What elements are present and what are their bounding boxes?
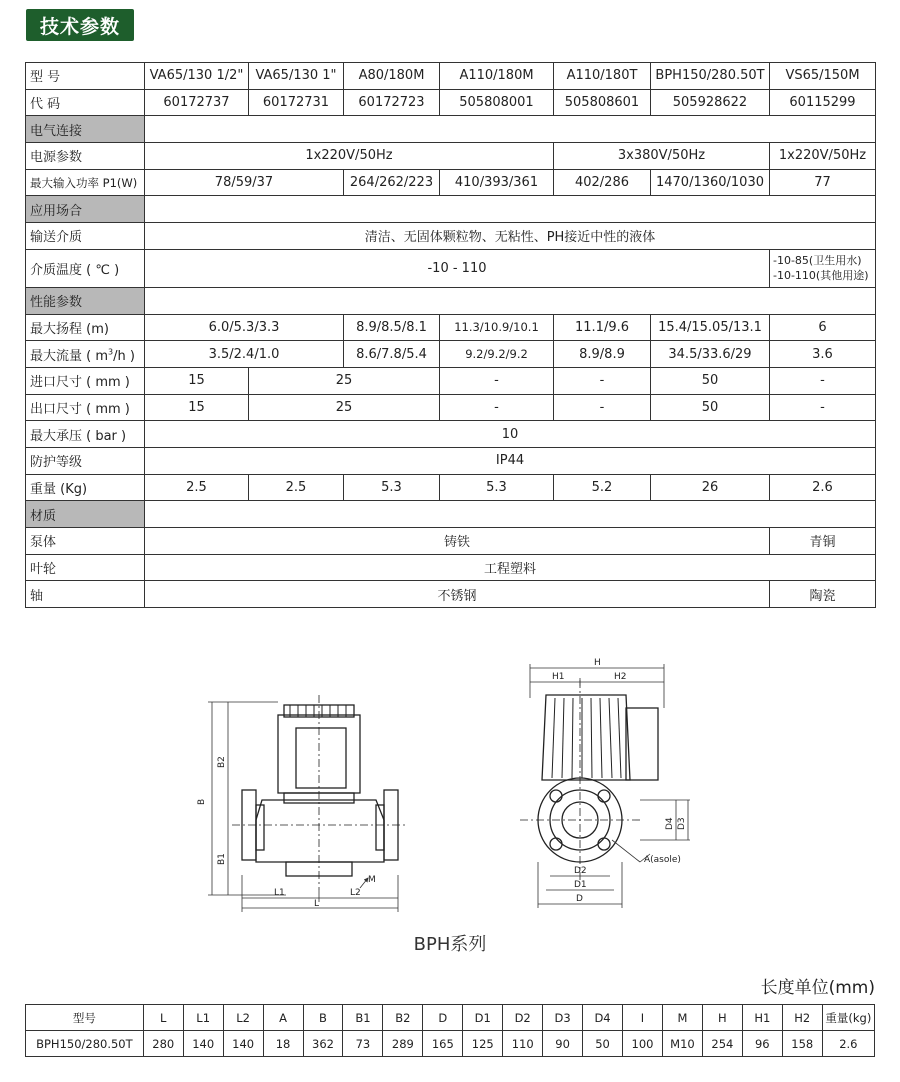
column-header: H1: [742, 1005, 782, 1031]
row-label: [26, 341, 145, 368]
bolt-hole: [598, 790, 610, 802]
column-header: L1: [183, 1005, 223, 1031]
table-header-row: [26, 1005, 875, 1031]
cell: -: [440, 367, 554, 394]
row-label: 最大扬程 (m): [26, 314, 145, 341]
terminal-box: [296, 728, 346, 788]
side-dimensions: [530, 664, 690, 908]
dim-label: B: [197, 798, 207, 805]
front-dimension-labels: [197, 756, 376, 909]
cell: 5.3: [440, 474, 554, 501]
cell: A110/180M: [440, 63, 554, 90]
cell: 78/59/37: [145, 169, 344, 196]
table-row: [26, 249, 876, 287]
row-label: 轴: [26, 581, 145, 608]
row-label: 代 码: [26, 89, 145, 116]
cell: 110: [503, 1031, 543, 1057]
table-row: [26, 581, 876, 608]
pump-technical-drawing: [0, 640, 900, 940]
bolt-hole: [550, 790, 562, 802]
dim-label: D: [576, 894, 583, 904]
table-row: [26, 143, 876, 170]
cell: 96: [742, 1031, 782, 1057]
unit-label: 长度单位(mm): [760, 978, 875, 998]
cell: -: [440, 394, 554, 421]
row-label: 最大输入功率 P1(W): [26, 169, 145, 196]
cell: 8.9/8.9: [554, 341, 651, 368]
cell: BPH150/280.50T: [26, 1031, 144, 1057]
group-header: 性能参数: [26, 287, 145, 314]
group-header-row: [26, 196, 876, 223]
cell: 362: [303, 1031, 343, 1057]
cell: 100: [623, 1031, 663, 1057]
cell: 264/262/223: [344, 169, 440, 196]
cell: 8.6/7.8/5.4: [344, 341, 440, 368]
cell: -: [554, 394, 651, 421]
column-header: D3: [543, 1005, 583, 1031]
cell: 25: [249, 367, 440, 394]
column-header: B1: [343, 1005, 383, 1031]
row-label: 型 号: [26, 63, 145, 90]
row-label: 进口尺寸 ( mm ): [26, 367, 145, 394]
cell: 2.5: [145, 474, 249, 501]
cell: 18: [263, 1031, 303, 1057]
cell: 11.1/9.6: [554, 314, 651, 341]
column-header: 型号: [26, 1005, 144, 1031]
table-row: [26, 89, 876, 116]
column-header: B2: [383, 1005, 423, 1031]
cell: 1470/1360/1030: [651, 169, 770, 196]
group-header-row: [26, 287, 876, 314]
cell: 505808001: [440, 89, 554, 116]
column-header: D4: [583, 1005, 623, 1031]
dim-label: D2: [574, 866, 587, 876]
group-header: 应用场合: [26, 196, 145, 223]
cell: 6: [770, 314, 876, 341]
cell: 60172723: [344, 89, 440, 116]
pipe-left: [256, 805, 264, 850]
cell: VS65/150M: [770, 63, 876, 90]
cell: [145, 116, 876, 143]
column-header: L2: [223, 1005, 263, 1031]
cell: 90: [543, 1031, 583, 1057]
column-header: H: [702, 1005, 742, 1031]
bolt-hole: [550, 838, 562, 850]
column-header: D1: [463, 1005, 503, 1031]
table-row: [26, 554, 876, 581]
cell: 1x220V/50Hz: [770, 143, 876, 170]
side-terminal-box: [626, 708, 658, 780]
dim-label: H1: [552, 672, 565, 682]
cell: 26: [651, 474, 770, 501]
group-header: 电气连接: [26, 116, 145, 143]
cell: -10 - 110: [145, 249, 770, 287]
series-label: BPH系列: [413, 934, 487, 955]
cell: 280: [143, 1031, 183, 1057]
pump-front-view: [232, 695, 408, 890]
column-header: L: [143, 1005, 183, 1031]
group-header-row: [26, 116, 876, 143]
flow-label-unit: /h ): [113, 348, 135, 364]
cell: 140: [183, 1031, 223, 1057]
cell: 陶瓷: [770, 581, 876, 608]
column-header: B: [303, 1005, 343, 1031]
bolt-hole: [598, 838, 610, 850]
cell: [145, 287, 876, 314]
dim-label: B1: [217, 853, 227, 865]
row-label: 泵体: [26, 528, 145, 555]
cell: IP44: [145, 447, 876, 474]
cell: 2.6: [770, 474, 876, 501]
cell: 50: [651, 394, 770, 421]
cell: VA65/130 1": [249, 63, 344, 90]
cell: 3.6: [770, 341, 876, 368]
cell: 505928622: [651, 89, 770, 116]
cell: 8.9/8.5/8.1: [344, 314, 440, 341]
temp-note-cell: [770, 249, 876, 287]
temp-note-line: -10-110(其他用途): [773, 269, 869, 283]
cell: 73: [343, 1031, 383, 1057]
row-label: 电源参数: [26, 143, 145, 170]
table-row: [26, 1031, 875, 1057]
cell: 5.3: [344, 474, 440, 501]
row-label: 出口尺寸 ( mm ): [26, 394, 145, 421]
dim-label: A(asole): [644, 855, 681, 865]
dim-label: B2: [217, 756, 227, 768]
dim-label: H: [594, 658, 601, 668]
dim-label: M: [368, 875, 376, 885]
cell: VA65/130 1/2": [145, 63, 249, 90]
cell: 125: [463, 1031, 503, 1057]
cell: 1x220V/50Hz: [145, 143, 554, 170]
dim-label: D4: [665, 817, 675, 830]
dim-label: L1: [274, 888, 285, 898]
cell: 158: [782, 1031, 822, 1057]
cell: 青铜: [770, 528, 876, 555]
cell: 165: [423, 1031, 463, 1057]
spec-table: [25, 62, 876, 608]
row-label: 介质温度 ( ℃ ): [26, 249, 145, 287]
cell: 50: [583, 1031, 623, 1057]
cell: 254: [702, 1031, 742, 1057]
cell: 6.0/5.3/3.3: [145, 314, 344, 341]
table-row: [26, 474, 876, 501]
cell: 不锈钢: [145, 581, 770, 608]
table-row: [26, 314, 876, 341]
table-row: [26, 341, 876, 368]
table-row: [26, 447, 876, 474]
cell: 9.2/9.2/9.2: [440, 341, 554, 368]
group-header-row: [26, 501, 876, 528]
dim-label: L: [314, 899, 320, 909]
cell: 15: [145, 394, 249, 421]
cell: 15.4/15.05/13.1: [651, 314, 770, 341]
cell: 10: [145, 421, 876, 448]
row-label: 输送介质: [26, 223, 145, 250]
dim-label: D1: [574, 880, 587, 890]
cell: 3.5/2.4/1.0: [145, 341, 344, 368]
cell: A80/180M: [344, 63, 440, 90]
cell: [145, 196, 876, 223]
section-title: 技术参数: [26, 9, 134, 41]
cell: 60172737: [145, 89, 249, 116]
group-header: 材质: [26, 501, 145, 528]
table-row: [26, 367, 876, 394]
table-row: [26, 394, 876, 421]
table-row: [26, 223, 876, 250]
cell: 60172731: [249, 89, 344, 116]
cell: 25: [249, 394, 440, 421]
cell: 140: [223, 1031, 263, 1057]
cell: 402/286: [554, 169, 651, 196]
table-row: [26, 528, 876, 555]
row-label: 防护等级: [26, 447, 145, 474]
cell: 5.2: [554, 474, 651, 501]
cell: -: [770, 394, 876, 421]
cell: 34.5/33.6/29: [651, 341, 770, 368]
table-row: [26, 63, 876, 90]
column-header: H2: [782, 1005, 822, 1031]
table-row: [26, 421, 876, 448]
cell: 505808601: [554, 89, 651, 116]
cell: 清洁、无固体颗粒物、无粘性、PH接近中性的液体: [145, 223, 876, 250]
cell: 50: [651, 367, 770, 394]
cell: M10: [662, 1031, 702, 1057]
dim-label: D3: [677, 817, 687, 830]
cell: 2.5: [249, 474, 344, 501]
dim-label: L2: [350, 888, 361, 898]
table-row: [26, 169, 876, 196]
column-header: A: [263, 1005, 303, 1031]
flow-label: 最大流量 ( m: [30, 348, 109, 364]
column-header: I: [623, 1005, 663, 1031]
cell: 60115299: [770, 89, 876, 116]
column-header: D: [423, 1005, 463, 1031]
cell: 11.3/10.9/10.1: [440, 314, 554, 341]
cell: A110/180T: [554, 63, 651, 90]
row-label: 最大承压 ( bar ): [26, 421, 145, 448]
motor-fins-housing: [542, 695, 630, 780]
cell: 289: [383, 1031, 423, 1057]
side-fins: [552, 698, 621, 778]
cell: -: [554, 367, 651, 394]
dim-label: H2: [614, 672, 627, 682]
column-header: D2: [503, 1005, 543, 1031]
cell: 铸铁: [145, 528, 770, 555]
column-header: M: [662, 1005, 702, 1031]
temp-note-line: -10-85(卫生用水): [773, 254, 862, 268]
dimension-table: [25, 1004, 875, 1057]
cell: 工程塑料: [145, 554, 876, 581]
cell: BPH150/280.50T: [651, 63, 770, 90]
cell: [145, 501, 876, 528]
row-label: 重量 (Kg): [26, 474, 145, 501]
pump-side-view: [520, 680, 658, 880]
flow-label-sup: 3: [108, 347, 114, 357]
pump-body: [256, 800, 384, 862]
cell: 2.6: [822, 1031, 874, 1057]
cell: 77: [770, 169, 876, 196]
cell: -: [770, 367, 876, 394]
cell: 3x380V/50Hz: [554, 143, 770, 170]
cell: 410/393/361: [440, 169, 554, 196]
column-header: 重量(kg): [822, 1005, 874, 1031]
row-label: 叶轮: [26, 554, 145, 581]
cell: 15: [145, 367, 249, 394]
